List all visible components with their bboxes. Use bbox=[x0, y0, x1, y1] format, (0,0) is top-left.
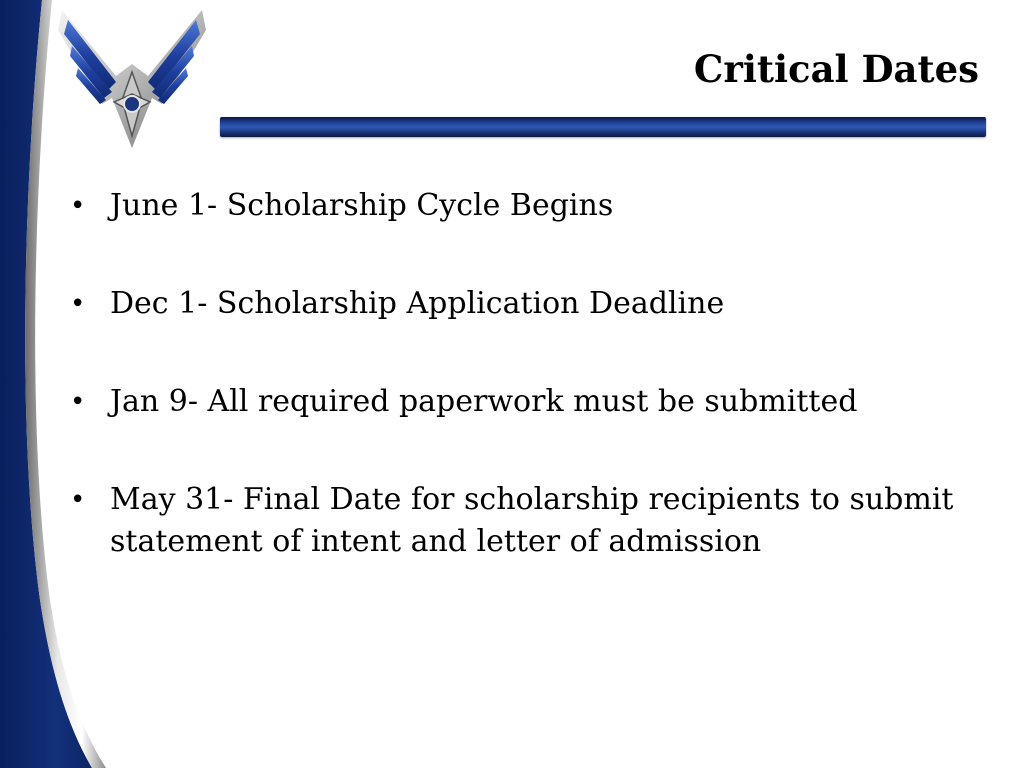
bullet-item bbox=[70, 283, 970, 325]
bullet-marker: • bbox=[70, 191, 86, 221]
bullet-text: Jan 9- All required paperwork must be submitted bbox=[110, 384, 858, 419]
bullet-text: May 31- Final Date for scholarship recipients to submit statement of intent and letter of admission bbox=[110, 482, 954, 559]
bullet-item bbox=[70, 185, 970, 227]
bullet-item bbox=[70, 479, 970, 563]
bullet-text: June 1- Scholarship Cycle Begins bbox=[110, 188, 614, 223]
bullet-text: Dec 1- Scholarship Application Deadline bbox=[110, 286, 725, 321]
title-underline-bar bbox=[220, 117, 986, 137]
bullet-list bbox=[70, 185, 970, 619]
bullet-item bbox=[70, 381, 970, 423]
bullet-marker: • bbox=[70, 387, 86, 417]
bullet-marker: • bbox=[70, 289, 86, 319]
slide-title: Critical Dates bbox=[693, 47, 979, 91]
bullet-marker: • bbox=[70, 485, 86, 515]
air-force-wings-icon bbox=[56, 8, 208, 152]
